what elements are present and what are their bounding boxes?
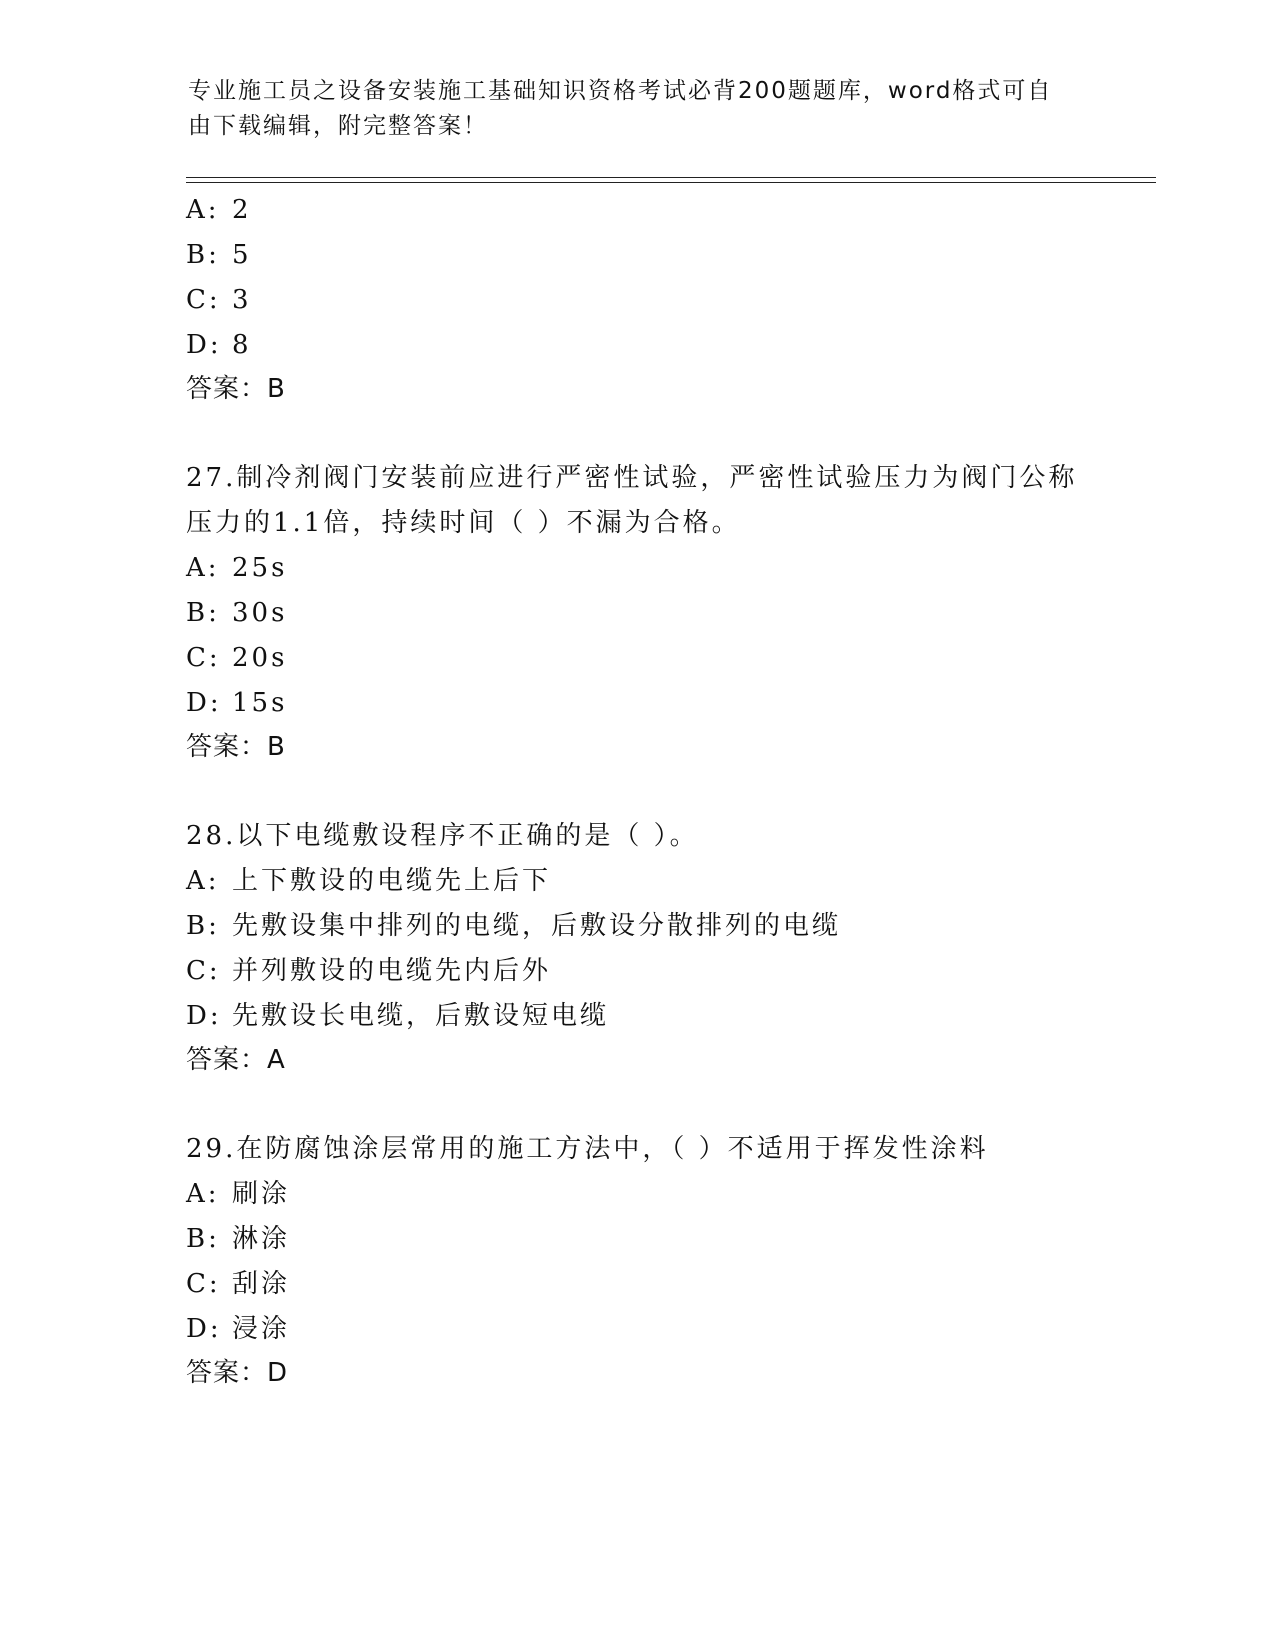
option-a: A: 刷涂 xyxy=(186,1179,291,1209)
option-a: A: 2 xyxy=(186,195,252,225)
option-d: D: 浸涂 xyxy=(186,1314,291,1344)
header-rule-bottom xyxy=(186,182,1156,183)
answer-line: 答案：D xyxy=(186,1358,289,1388)
question-28-text: 28.以下电缆敷设程序不正确的是（ ）。 xyxy=(186,821,699,851)
question-27-text-cont: 压力的1.1倍，持续时间（ ）不漏为合格。 xyxy=(186,508,741,538)
option-b: B: 先敷设集中排列的电缆，后敷设分散排列的电缆 xyxy=(186,911,842,941)
option-b: B: 30s xyxy=(186,598,288,628)
option-c: C: 3 xyxy=(186,285,252,315)
option-a: A: 25s xyxy=(186,553,288,583)
option-d: D: 8 xyxy=(186,330,252,360)
option-a: A: 上下敷设的电缆先上后下 xyxy=(186,866,552,896)
answer-line: 答案：B xyxy=(186,374,286,404)
header-rule-top xyxy=(186,177,1156,178)
option-c: C: 并列敷设的电缆先内后外 xyxy=(186,956,552,986)
question-29-text: 29.在防腐蚀涂层常用的施工方法中，（ ）不适用于挥发性涂料 xyxy=(186,1134,989,1164)
option-b: B: 淋涂 xyxy=(186,1224,291,1254)
option-d: D: 先敷设长电缆，后敷设短电缆 xyxy=(186,1001,610,1031)
option-d: D: 15s xyxy=(186,688,288,718)
answer-line: 答案：A xyxy=(186,1045,286,1075)
answer-line: 答案：B xyxy=(186,732,286,762)
option-c: C: 刮涂 xyxy=(186,1269,291,1299)
option-c: C: 20s xyxy=(186,643,288,673)
document-header: 专业施工员之设备安装施工基础知识资格考试必背200题题库，word格式可自由下载编辑，附完整答案！ xyxy=(188,78,1053,139)
question-27-text: 27.制冷剂阀门安装前应进行严密性试验，严密性试验压力为阀门公称 xyxy=(186,463,1078,493)
option-b: B: 5 xyxy=(186,240,252,270)
